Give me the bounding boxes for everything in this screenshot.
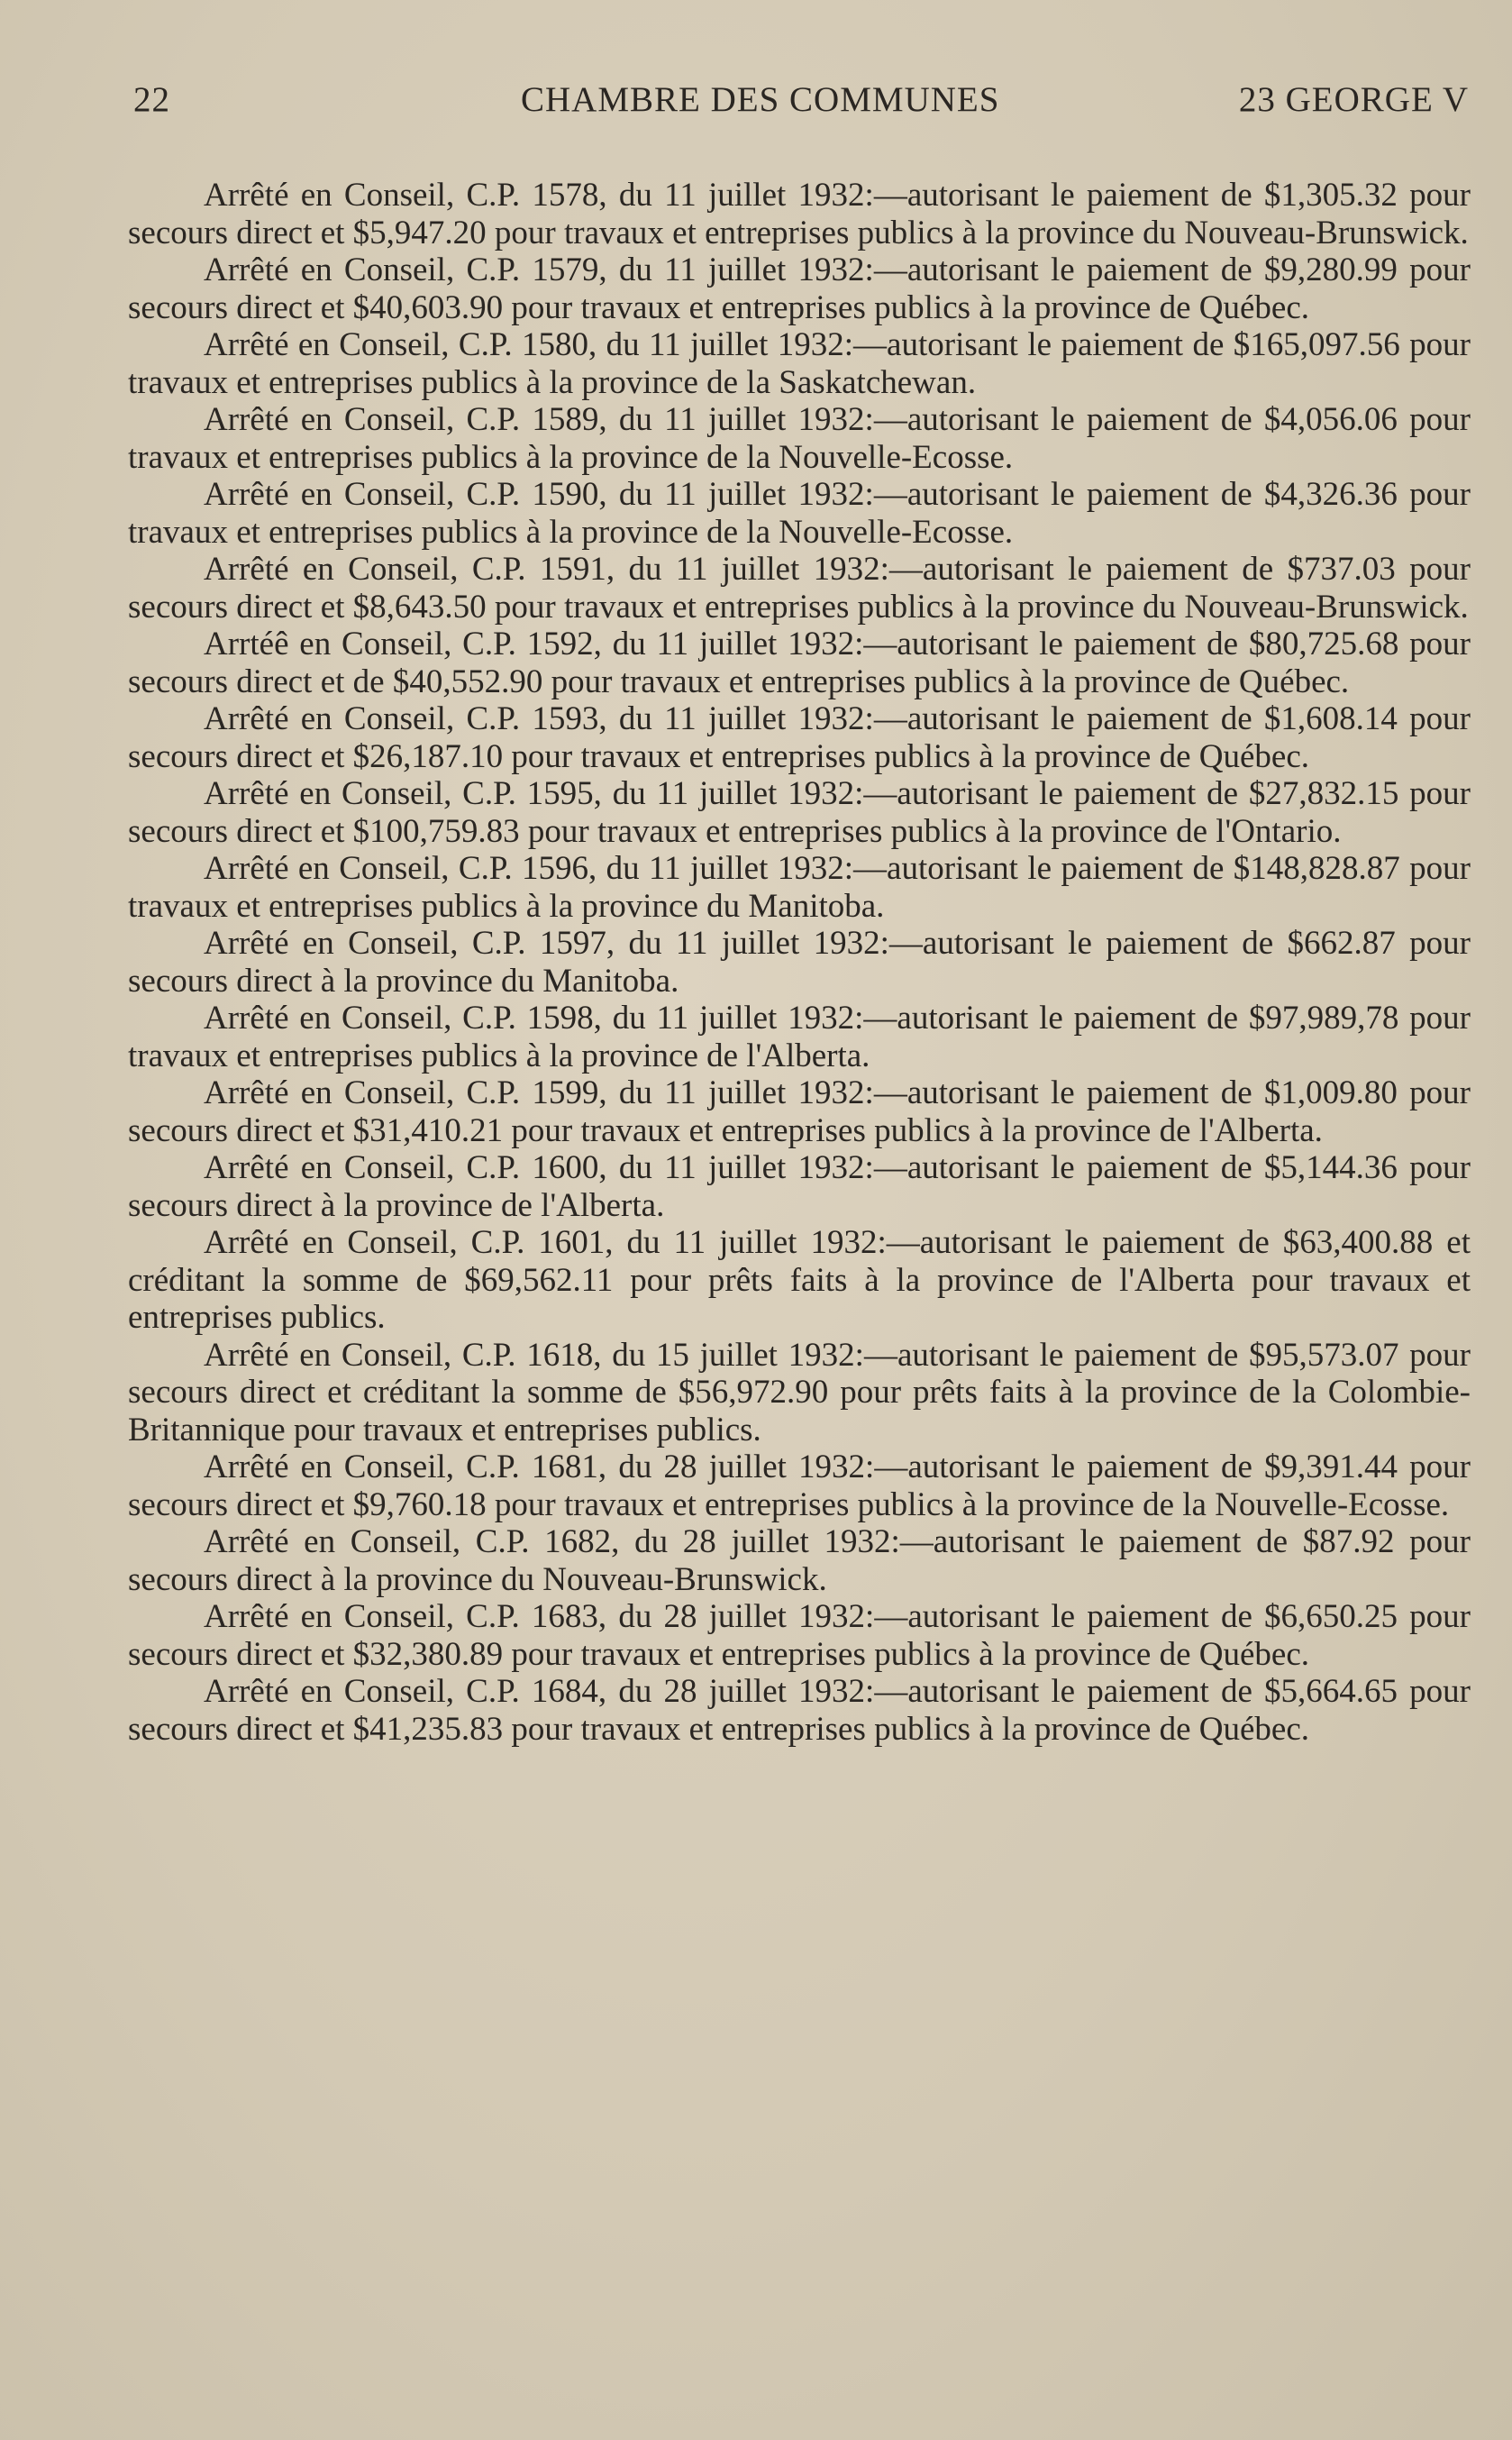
- order-in-council-entry: Arrêté en Conseil, C.P. 1579, du 11 juillet 1932:—autorisant le paiement de $9,280.99 pour secours direct et $40,603.90 pour travaux et entreprises publics à la province de Québec.: [128, 251, 1471, 326]
- order-in-council-entry: Arrêté en Conseil, C.P. 1590, du 11 juillet 1932:—autorisant le paiement de $4,326.36 pour travaux et entreprises publics à la province de la Nouvelle-Ecosse.: [128, 476, 1471, 551]
- order-in-council-entry: Arrêté en Conseil, C.P. 1618, du 15 juillet 1932:—autorisant le paiement de $95,573.07 pour secours direct et créditant la somme de $56,972.90 pour prêts faits à la province de la Colombie-Britannique pour travaux et entreprises publics.: [128, 1336, 1471, 1448]
- order-in-council-entry: Arrêté en Conseil, C.P. 1683, du 28 juillet 1932:—autorisant le paiement de $6,650.25 pour secours direct et $32,380.89 pour travaux et entreprises publics à la province de Québec.: [128, 1598, 1471, 1673]
- reign-label: 23 GEORGE V: [1238, 80, 1469, 119]
- order-in-council-entry: Arrêté en Conseil, C.P. 1682, du 28 juillet 1932:—autorisant le paiement de $87.92 pour secours direct à la province du Nouveau-Brunswick.: [128, 1523, 1471, 1598]
- page-header: [133, 79, 1469, 124]
- order-in-council-entry: Arrêté en Conseil, C.P. 1684, du 28 juillet 1932:—autorisant le paiement de $5,664.65 pour secours direct et $41,235.83 pour travaux et entreprises publics à la province de Québec.: [128, 1673, 1471, 1748]
- order-in-council-entry: Arrêté en Conseil, C.P. 1681, du 28 juillet 1932:—autorisant le paiement de $9,391.44 pour secours direct et $9,760.18 pour travaux et entreprises publics à la province de la Nouvelle-Ecosse.: [128, 1448, 1471, 1523]
- page-body: [128, 177, 1471, 1748]
- order-in-council-entry: Arrêté en Conseil, C.P. 1596, du 11 juillet 1932:—autorisant le paiement de $148,828.87 pour travaux et entreprises publics à la province du Manitoba.: [128, 850, 1471, 925]
- order-in-council-entry: Arrêté en Conseil, C.P. 1597, du 11 juillet 1932:—autorisant le paiement de $662.87 pour secours direct à la province du Manitoba.: [128, 925, 1471, 1000]
- order-in-council-entry: Arrêté en Conseil, C.P. 1578, du 11 juillet 1932:—autorisant le paiement de $1,305.32 pour secours direct et $5,947.20 pour travaux et entreprises publics à la province du Nouveau-Brunswick.: [128, 177, 1471, 251]
- order-in-council-entry: Arrtéê en Conseil, C.P. 1592, du 11 juillet 1932:—autorisant le paiement de $80,725.68 pour secours direct et de $40,552.90 pour travaux et entreprises publics à la province de Québec.: [128, 626, 1471, 700]
- order-in-council-entry: Arrêté en Conseil, C.P. 1600, du 11 juillet 1932:—autorisant le paiement de $5,144.36 pour secours direct à la province de l'Alberta.: [128, 1149, 1471, 1224]
- order-in-council-entry: Arrêté en Conseil, C.P. 1589, du 11 juillet 1932:—autorisant le paiement de $4,056.06 pour travaux et entreprises publics à la province de la Nouvelle-Ecosse.: [128, 401, 1471, 476]
- order-in-council-entry: Arrêté en Conseil, C.P. 1591, du 11 juillet 1932:—autorisant le paiement de $737.03 pour secours direct et $8,643.50 pour travaux et entreprises publics à la province du Nouveau-Brunswick.: [128, 551, 1471, 626]
- page-title: CHAMBRE DES COMMUNES: [521, 80, 1000, 119]
- order-in-council-entry: Arrêté en Conseil, C.P. 1595, du 11 juillet 1932:—autorisant le paiement de $27,832.15 pour secours direct et $100,759.83 pour travaux et entreprises publics à la province de l'Ontario.: [128, 775, 1471, 850]
- page-number: 22: [133, 80, 170, 119]
- order-in-council-entry: Arrêté en Conseil, C.P. 1580, du 11 juillet 1932:—autorisant le paiement de $165,097.56 pour travaux et entreprises publics à la province de la Saskatchewan.: [128, 326, 1471, 401]
- order-in-council-entry: Arrêté en Conseil, C.P. 1593, du 11 juillet 1932:—autorisant le paiement de $1,608.14 pour secours direct et $26,187.10 pour travaux et entreprises publics à la province de Québec.: [128, 700, 1471, 775]
- order-in-council-entry: Arrêté en Conseil, C.P. 1598, du 11 juillet 1932:—autorisant le paiement de $97,989,78 pour travaux et entreprises publics à la province de l'Alberta.: [128, 1000, 1471, 1074]
- order-in-council-entry: Arrêté en Conseil, C.P. 1599, du 11 juillet 1932:—autorisant le paiement de $1,009.80 pour secours direct et $31,410.21 pour travaux et entreprises publics à la province de l'Alberta.: [128, 1074, 1471, 1149]
- order-in-council-entry: Arrêté en Conseil, C.P. 1601, du 11 juillet 1932:—autorisant le paiement de $63,400.88 et créditant la somme de $69,562.11 pour prêts faits à la province de l'Alberta pour travaux et entreprises publics.: [128, 1224, 1471, 1336]
